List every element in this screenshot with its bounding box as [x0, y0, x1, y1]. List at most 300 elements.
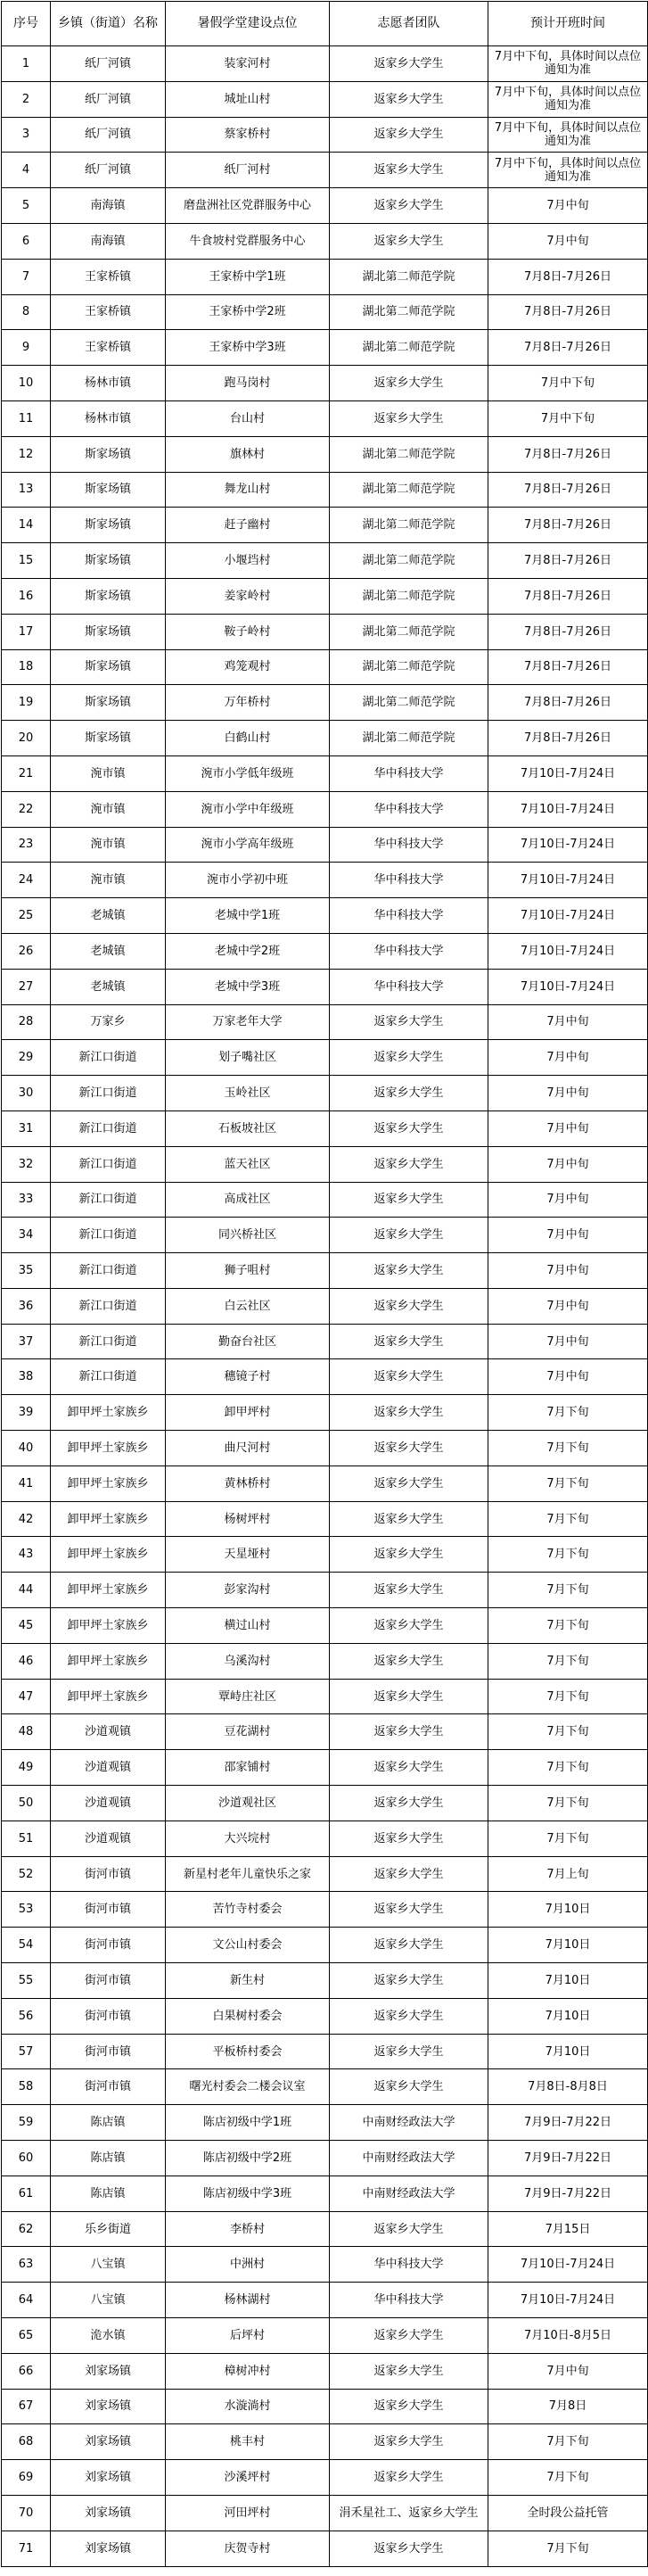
cell-township: 涴市镇 — [51, 791, 166, 827]
cell-volunteer-team: 返家乡大学生 — [330, 1537, 488, 1573]
cell-start-time: 7月10日 — [488, 1928, 648, 1963]
cell-volunteer-team: 中南财经政法大学 — [330, 2176, 488, 2211]
cell-start-time: 7月10日-7月24日 — [488, 755, 648, 791]
cell-location: 沙道观社区 — [166, 1786, 330, 1821]
cell-volunteer-team: 返家乡大学生 — [330, 1573, 488, 1608]
cell-volunteer-team: 华中科技大学 — [330, 827, 488, 863]
table-row — [2, 2531, 648, 2566]
cell-volunteer-team: 返家乡大学生 — [330, 1501, 488, 1537]
cell-volunteer-team: 涓禾星社工、返家乡大学生 — [330, 2495, 488, 2531]
cell-start-time: 7月10日-7月24日 — [488, 933, 648, 969]
header-location: 暑假学堂建设点位 — [166, 2, 330, 46]
cell-volunteer-team: 返家乡大学生 — [330, 1466, 488, 1501]
cell-start-time: 全时段公益托管 — [488, 2495, 648, 2531]
cell-index: 23 — [2, 827, 51, 863]
cell-volunteer-team: 湖北第二师范学院 — [330, 721, 488, 756]
cell-start-time: 7月8日-7月26日 — [488, 578, 648, 614]
cell-volunteer-team: 返家乡大学生 — [330, 1892, 488, 1928]
table-row — [2, 1324, 648, 1359]
cell-start-time: 7月10日-7月24日 — [488, 827, 648, 863]
table-row — [2, 649, 648, 685]
cell-start-time: 7月中旬 — [488, 1040, 648, 1076]
cell-location: 装家河村 — [166, 46, 330, 82]
cell-location: 乌溪沟村 — [166, 1643, 330, 1679]
cell-volunteer-team: 返家乡大学生 — [330, 1146, 488, 1182]
cell-index: 19 — [2, 685, 51, 721]
cell-location: 王家桥中学1班 — [166, 259, 330, 294]
cell-township: 新江口街道 — [51, 1040, 166, 1076]
cell-start-time: 7月中下旬，具体时间以点位通知为准 — [488, 153, 648, 188]
cell-index: 26 — [2, 933, 51, 969]
cell-volunteer-team: 返家乡大学生 — [330, 1288, 488, 1324]
table-row — [2, 1573, 648, 1608]
table-row — [2, 2318, 648, 2354]
table-row — [2, 1928, 648, 1963]
table-row — [2, 1218, 648, 1253]
cell-volunteer-team: 返家乡大学生 — [330, 1431, 488, 1466]
cell-location: 白果树村委会 — [166, 1998, 330, 2034]
cell-volunteer-team: 华中科技大学 — [330, 2247, 488, 2283]
header-start-time: 预计开班时间 — [488, 2, 648, 46]
cell-index: 14 — [2, 508, 51, 543]
table-row — [2, 933, 648, 969]
cell-township: 老城镇 — [51, 933, 166, 969]
table-row — [2, 1040, 648, 1076]
table-row — [2, 2247, 648, 2283]
table-row — [2, 2211, 648, 2247]
cell-township: 刘家场镇 — [51, 2531, 166, 2566]
cell-index: 50 — [2, 1786, 51, 1821]
cell-location: 沙溪坪村 — [166, 2460, 330, 2496]
table-row — [2, 1253, 648, 1289]
cell-volunteer-team: 返家乡大学生 — [330, 2389, 488, 2424]
cell-location: 李桥村 — [166, 2211, 330, 2247]
cell-location: 赶子幽村 — [166, 508, 330, 543]
table-row — [2, 1856, 648, 1892]
cell-location: 杨林湖村 — [166, 2283, 330, 2318]
cell-township: 沙道观镇 — [51, 1821, 166, 1856]
cell-volunteer-team: 返家乡大学生 — [330, 2318, 488, 2354]
cell-township: 斯家场镇 — [51, 685, 166, 721]
cell-location: 涴市小学高年级班 — [166, 827, 330, 863]
cell-township: 陈店镇 — [51, 2141, 166, 2176]
cell-location: 文公山村委会 — [166, 1928, 330, 1963]
cell-township: 卸甲坪土家族乡 — [51, 1466, 166, 1501]
cell-location: 陈店初级中学2班 — [166, 2141, 330, 2176]
cell-location: 中洲村 — [166, 2247, 330, 2283]
table-row — [2, 827, 648, 863]
cell-township: 新江口街道 — [51, 1288, 166, 1324]
table-row — [2, 721, 648, 756]
cell-location: 黄林桥村 — [166, 1466, 330, 1501]
cell-start-time: 7月8日-7月26日 — [488, 259, 648, 294]
cell-location: 彭家沟村 — [166, 1573, 330, 1608]
cell-index: 56 — [2, 1998, 51, 2034]
cell-volunteer-team: 返家乡大学生 — [330, 1998, 488, 2034]
cell-location: 陈店初级中学1班 — [166, 2105, 330, 2141]
cell-township: 街河市镇 — [51, 1928, 166, 1963]
cell-index: 58 — [2, 2069, 51, 2105]
cell-location: 磨盘洲社区党群服务中心 — [166, 188, 330, 224]
cell-location: 牛食坡村党群服务中心 — [166, 223, 330, 259]
cell-index: 18 — [2, 649, 51, 685]
cell-index: 54 — [2, 1928, 51, 1963]
table-row — [2, 543, 648, 579]
cell-volunteer-team: 返家乡大学生 — [330, 1643, 488, 1679]
cell-index: 7 — [2, 259, 51, 294]
cell-start-time: 7月下旬 — [488, 1573, 648, 1608]
cell-index: 36 — [2, 1288, 51, 1324]
cell-volunteer-team: 返家乡大学生 — [330, 117, 488, 153]
cell-location: 新星村老年儿童快乐之家 — [166, 1856, 330, 1892]
cell-volunteer-team: 返家乡大学生 — [330, 1324, 488, 1359]
cell-start-time: 7月8日 — [488, 2389, 648, 2424]
cell-index: 43 — [2, 1537, 51, 1573]
cell-volunteer-team: 返家乡大学生 — [330, 1182, 488, 1218]
cell-township: 卸甲坪土家族乡 — [51, 1643, 166, 1679]
cell-location: 老城中学1班 — [166, 898, 330, 934]
cell-start-time: 7月下旬 — [488, 1786, 648, 1821]
cell-start-time: 7月中旬 — [488, 1004, 648, 1040]
cell-index: 22 — [2, 791, 51, 827]
cell-volunteer-team: 湖北第二师范学院 — [330, 685, 488, 721]
cell-volunteer-team: 中南财经政法大学 — [330, 2141, 488, 2176]
cell-start-time: 7月中下旬 — [488, 366, 648, 401]
cell-start-time: 7月10日-7月24日 — [488, 898, 648, 934]
table-row — [2, 259, 648, 294]
table-row — [2, 578, 648, 614]
cell-start-time: 7月15日 — [488, 2211, 648, 2247]
cell-index: 6 — [2, 223, 51, 259]
cell-location: 台山村 — [166, 400, 330, 436]
cell-start-time: 7月中旬 — [488, 1288, 648, 1324]
cell-township: 王家桥镇 — [51, 259, 166, 294]
cell-township: 陈店镇 — [51, 2105, 166, 2141]
cell-index: 38 — [2, 1359, 51, 1395]
cell-index: 49 — [2, 1750, 51, 1786]
cell-location: 姜家岭村 — [166, 578, 330, 614]
table-row — [2, 969, 648, 1004]
cell-start-time: 7月10日-7月24日 — [488, 2283, 648, 2318]
cell-volunteer-team: 湖北第二师范学院 — [330, 508, 488, 543]
cell-township: 街河市镇 — [51, 2034, 166, 2069]
cell-start-time: 7月下旬 — [488, 1501, 648, 1537]
cell-volunteer-team: 湖北第二师范学院 — [330, 578, 488, 614]
cell-volunteer-team: 湖北第二师范学院 — [330, 294, 488, 330]
table-row — [2, 2283, 648, 2318]
cell-index: 55 — [2, 1963, 51, 1999]
cell-volunteer-team: 返家乡大学生 — [330, 2353, 488, 2389]
table-row — [2, 755, 648, 791]
cell-start-time: 7月下旬 — [488, 1679, 648, 1714]
cell-location: 老城中学2班 — [166, 933, 330, 969]
cell-township: 杨林市镇 — [51, 366, 166, 401]
cell-location: 大兴垸村 — [166, 1821, 330, 1856]
cell-location: 鞍子岭村 — [166, 614, 330, 649]
cell-index: 40 — [2, 1431, 51, 1466]
cell-start-time: 7月下旬 — [488, 1643, 648, 1679]
cell-township: 沙道观镇 — [51, 1714, 166, 1750]
cell-volunteer-team: 返家乡大学生 — [330, 1856, 488, 1892]
table-row — [2, 1110, 648, 1146]
cell-township: 乐乡街道 — [51, 2211, 166, 2247]
cell-township: 卸甲坪土家族乡 — [51, 1501, 166, 1537]
cell-location: 跑马岗村 — [166, 366, 330, 401]
cell-township: 斯家场镇 — [51, 614, 166, 649]
cell-index: 47 — [2, 1679, 51, 1714]
cell-volunteer-team: 返家乡大学生 — [330, 1040, 488, 1076]
cell-index: 63 — [2, 2247, 51, 2283]
cell-location: 石板坡社区 — [166, 1110, 330, 1146]
cell-index: 28 — [2, 1004, 51, 1040]
cell-volunteer-team: 华中科技大学 — [330, 791, 488, 827]
cell-location: 同兴桥社区 — [166, 1218, 330, 1253]
cell-volunteer-team: 中南财经政法大学 — [330, 2105, 488, 2141]
cell-volunteer-team: 返家乡大学生 — [330, 2460, 488, 2496]
cell-volunteer-team: 华中科技大学 — [330, 898, 488, 934]
cell-start-time: 7月中旬 — [488, 2353, 648, 2389]
cell-start-time: 7月中旬 — [488, 188, 648, 224]
cell-location: 玉岭社区 — [166, 1076, 330, 1111]
cell-location: 城址山村 — [166, 81, 330, 117]
table-row — [2, 508, 648, 543]
cell-volunteer-team: 华中科技大学 — [330, 863, 488, 898]
cell-start-time: 7月8日-7月26日 — [488, 649, 648, 685]
cell-index: 21 — [2, 755, 51, 791]
cell-township: 纸厂河镇 — [51, 153, 166, 188]
cell-township: 斯家场镇 — [51, 508, 166, 543]
table-row — [2, 1643, 648, 1679]
cell-index: 20 — [2, 721, 51, 756]
cell-township: 新江口街道 — [51, 1324, 166, 1359]
cell-start-time: 7月下旬 — [488, 1608, 648, 1644]
cell-index: 4 — [2, 153, 51, 188]
cell-township: 老城镇 — [51, 969, 166, 1004]
cell-start-time: 7月下旬 — [488, 1714, 648, 1750]
cell-volunteer-team: 返家乡大学生 — [330, 2034, 488, 2069]
table-row — [2, 1998, 648, 2034]
cell-township: 王家桥镇 — [51, 330, 166, 366]
table-row — [2, 1359, 648, 1395]
cell-start-time: 7月下旬 — [488, 1537, 648, 1573]
table-row — [2, 1004, 648, 1040]
cell-start-time: 7月10日-7月24日 — [488, 791, 648, 827]
table-row — [2, 2141, 648, 2176]
cell-index: 45 — [2, 1608, 51, 1644]
cell-volunteer-team: 湖北第二师范学院 — [330, 472, 488, 508]
header-index: 序号 — [2, 2, 51, 46]
cell-township: 万家乡 — [51, 1004, 166, 1040]
cell-volunteer-team: 返家乡大学生 — [330, 1963, 488, 1999]
cell-start-time: 7月中下旬，具体时间以点位通知为准 — [488, 117, 648, 153]
cell-location: 老城中学3班 — [166, 969, 330, 1004]
cell-volunteer-team: 返家乡大学生 — [330, 1359, 488, 1395]
cell-volunteer-team: 返家乡大学生 — [330, 81, 488, 117]
cell-location: 王家桥中学3班 — [166, 330, 330, 366]
cell-location: 杨树坪村 — [166, 1501, 330, 1537]
table-row — [2, 1963, 648, 1999]
cell-index: 1 — [2, 46, 51, 82]
cell-location: 白云社区 — [166, 1288, 330, 1324]
table-row — [2, 1892, 648, 1928]
cell-location: 白鹤山村 — [166, 721, 330, 756]
cell-start-time: 7月下旬 — [488, 1466, 648, 1501]
cell-index: 32 — [2, 1146, 51, 1182]
table-row — [2, 2069, 648, 2105]
cell-index: 11 — [2, 400, 51, 436]
cell-start-time: 7月中旬 — [488, 1218, 648, 1253]
cell-township: 洈水镇 — [51, 2318, 166, 2354]
cell-location: 天星垭村 — [166, 1537, 330, 1573]
cell-start-time: 7月中下旬，具体时间以点位通知为准 — [488, 46, 648, 82]
cell-start-time: 7月中下旬，具体时间以点位通知为准 — [488, 81, 648, 117]
cell-index: 16 — [2, 578, 51, 614]
cell-index: 34 — [2, 1218, 51, 1253]
table-row — [2, 1750, 648, 1786]
cell-start-time: 7月10日 — [488, 1998, 648, 2034]
table-row — [2, 2424, 648, 2460]
cell-index: 39 — [2, 1395, 51, 1431]
table-row — [2, 898, 648, 934]
cell-township: 杨林市镇 — [51, 400, 166, 436]
cell-township: 街河市镇 — [51, 1856, 166, 1892]
cell-start-time: 7月中下旬 — [488, 400, 648, 436]
cell-township: 新江口街道 — [51, 1218, 166, 1253]
cell-start-time: 7月中旬 — [488, 1110, 648, 1146]
cell-volunteer-team: 华中科技大学 — [330, 969, 488, 1004]
cell-township: 八宝镇 — [51, 2247, 166, 2283]
cell-volunteer-team: 湖北第二师范学院 — [330, 614, 488, 649]
cell-location: 涴市小学中年级班 — [166, 791, 330, 827]
table-row — [2, 1395, 648, 1431]
cell-index: 3 — [2, 117, 51, 153]
cell-start-time: 7月10日 — [488, 1892, 648, 1928]
cell-index: 53 — [2, 1892, 51, 1928]
header-volunteer-team: 志愿者团队 — [330, 2, 488, 46]
cell-volunteer-team: 返家乡大学生 — [330, 400, 488, 436]
cell-township: 刘家场镇 — [51, 2353, 166, 2389]
cell-volunteer-team: 华中科技大学 — [330, 755, 488, 791]
cell-township: 刘家场镇 — [51, 2389, 166, 2424]
table-row — [2, 1821, 648, 1856]
cell-township: 街河市镇 — [51, 1892, 166, 1928]
cell-location: 万年桥村 — [166, 685, 330, 721]
cell-township: 八宝镇 — [51, 2283, 166, 2318]
cell-location: 蓝天社区 — [166, 1146, 330, 1182]
cell-start-time: 7月下旬 — [488, 2460, 648, 2496]
cell-index: 31 — [2, 1110, 51, 1146]
cell-location: 穗镜子村 — [166, 1359, 330, 1395]
table-row — [2, 81, 648, 117]
cell-start-time: 7月中旬 — [488, 1146, 648, 1182]
cell-volunteer-team: 返家乡大学生 — [330, 1821, 488, 1856]
cell-start-time: 7月9日-7月22日 — [488, 2176, 648, 2211]
cell-start-time: 7月中旬 — [488, 1076, 648, 1111]
cell-location: 涴市小学初中班 — [166, 863, 330, 898]
cell-start-time: 7月中旬 — [488, 1253, 648, 1289]
cell-volunteer-team: 返家乡大学生 — [330, 1110, 488, 1146]
table-row — [2, 2034, 648, 2069]
cell-township: 新江口街道 — [51, 1110, 166, 1146]
cell-start-time: 7月中旬 — [488, 1324, 648, 1359]
cell-township: 南海镇 — [51, 188, 166, 224]
table-row — [2, 863, 648, 898]
cell-township: 卸甲坪土家族乡 — [51, 1537, 166, 1573]
table-row — [2, 1679, 648, 1714]
cell-location: 蔡家桥村 — [166, 117, 330, 153]
cell-index: 41 — [2, 1466, 51, 1501]
cell-volunteer-team: 返家乡大学生 — [330, 1076, 488, 1111]
cell-index: 5 — [2, 188, 51, 224]
table-row — [2, 1608, 648, 1644]
cell-township: 王家桥镇 — [51, 294, 166, 330]
cell-volunteer-team: 返家乡大学生 — [330, 2531, 488, 2566]
cell-township: 刘家场镇 — [51, 2495, 166, 2531]
cell-index: 46 — [2, 1643, 51, 1679]
cell-location: 涴市小学低年级班 — [166, 755, 330, 791]
cell-volunteer-team: 返家乡大学生 — [330, 2211, 488, 2247]
cell-volunteer-team: 返家乡大学生 — [330, 1786, 488, 1821]
cell-start-time: 7月下旬 — [488, 1750, 648, 1786]
cell-volunteer-team: 湖北第二师范学院 — [330, 259, 488, 294]
cell-location: 桃丰村 — [166, 2424, 330, 2460]
table-row — [2, 472, 648, 508]
cell-township: 斯家场镇 — [51, 578, 166, 614]
cell-location: 樟树冲村 — [166, 2353, 330, 2389]
cell-start-time: 7月9日-7月22日 — [488, 2141, 648, 2176]
cell-index: 67 — [2, 2389, 51, 2424]
cell-location: 后坪村 — [166, 2318, 330, 2354]
schedule-table — [1, 1, 648, 2567]
cell-index: 30 — [2, 1076, 51, 1111]
cell-location: 鸡笼观村 — [166, 649, 330, 685]
cell-start-time: 7月10日-7月24日 — [488, 863, 648, 898]
cell-township: 新江口街道 — [51, 1253, 166, 1289]
table-row — [2, 791, 648, 827]
cell-index: 37 — [2, 1324, 51, 1359]
table-row — [2, 1182, 648, 1218]
cell-start-time: 7月8日-7月26日 — [488, 685, 648, 721]
cell-location: 高成社区 — [166, 1182, 330, 1218]
cell-index: 13 — [2, 472, 51, 508]
cell-volunteer-team: 返家乡大学生 — [330, 153, 488, 188]
cell-location: 水漩淌村 — [166, 2389, 330, 2424]
cell-index: 61 — [2, 2176, 51, 2211]
cell-location: 豆花湖村 — [166, 1714, 330, 1750]
cell-township: 卸甲坪土家族乡 — [51, 1395, 166, 1431]
table-row — [2, 188, 648, 224]
cell-index: 69 — [2, 2460, 51, 2496]
cell-index: 62 — [2, 2211, 51, 2247]
cell-start-time: 7月8日-7月26日 — [488, 614, 648, 649]
cell-township: 纸厂河镇 — [51, 46, 166, 82]
table-row — [2, 294, 648, 330]
cell-start-time: 7月下旬 — [488, 2531, 648, 2566]
cell-township: 南海镇 — [51, 223, 166, 259]
table-row — [2, 2353, 648, 2389]
cell-township: 新江口街道 — [51, 1182, 166, 1218]
table-row — [2, 1076, 648, 1111]
cell-index: 66 — [2, 2353, 51, 2389]
cell-township: 涴市镇 — [51, 755, 166, 791]
cell-location: 平板桥村委会 — [166, 2034, 330, 2069]
cell-township: 卸甲坪土家族乡 — [51, 1679, 166, 1714]
cell-volunteer-team: 湖北第二师范学院 — [330, 649, 488, 685]
cell-start-time: 7月8日-7月26日 — [488, 294, 648, 330]
cell-index: 33 — [2, 1182, 51, 1218]
cell-start-time: 7月8日-7月26日 — [488, 543, 648, 579]
cell-index: 9 — [2, 330, 51, 366]
